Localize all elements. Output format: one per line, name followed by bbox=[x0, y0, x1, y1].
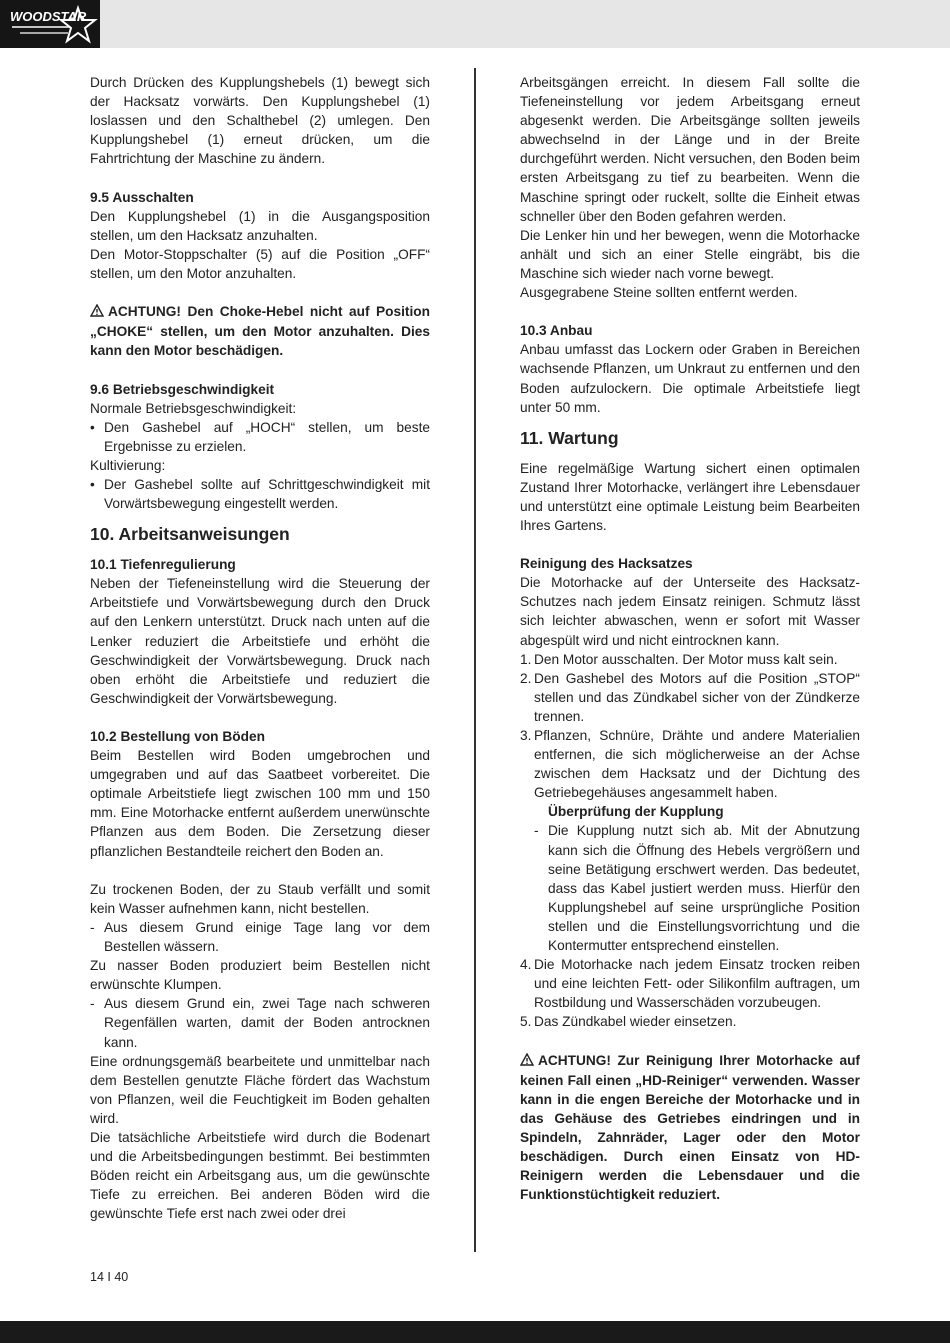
kupplung-title: Überprüfung der Kupplung bbox=[548, 804, 724, 820]
left-column bbox=[90, 73, 430, 1223]
section-11-title: 11. Wartung bbox=[520, 427, 619, 448]
section-10-2-paragraph-5: Die tatsächliche Arbeitstiefe wird durch die Bodenart und die Arbeitsbedingungen bestimmt. Bei bestimmten Böden reicht ein Arbeitsgang aus, um die gewünschte Tiefe zu erreichen. Bei anderen Böden wird die gewünschte Tiefe erst nach zwei oder drei bbox=[90, 1129, 430, 1222]
step-item: 1. Den Motor ausschalten. Der Motor muss kalt sein. bbox=[520, 651, 838, 667]
section-10-3-paragraph: Anbau umfasst das Lockern oder Graben in Bereichen wachsende Pflanzen, um Unkraut zu entfernen und den Boden aufzulockern. Die optimale Arbeitstiefe liegt unter 50 mm. bbox=[520, 342, 860, 415]
dash-item: - Die Kupplung nutzt sich ab. Mit der Abnutzung kann sich die Öffnung des Hebels vergrößern und seine Betätigung erschwert werden. Das bedeutet, dass das Kabel justiert werden muss. Hierfür den Kupplungshebel auf seine ursprüngliche Position stellen und die Einstellungsvorrichtung und die Kontermutter entsprechend einstellen. bbox=[534, 823, 860, 954]
section-10-2-paragraph-4: Eine ordnungsgemäß bearbeitete und unmittelbar nach dem Bestellen genutzte Fläche fördert das Wachstum von Pflanzen, weil die Feuchtigkeit im Boden gehalten wird. bbox=[90, 1053, 430, 1126]
reinigung-paragraph: Die Motorhacke auf der Unterseite des Hacksatz-Schutzes nach jedem Einsatz reinigen. Schmutz lässt sich leichter abwaschen, wenn er sofort mit Wasser abgespült wird und nicht eintrocknen kann. bbox=[520, 575, 860, 648]
section-10-2-paragraph-2: Zu trockenen Boden, der zu Staub verfällt und somit kein Wasser aufnehmen kann, nicht bestellen. bbox=[90, 881, 430, 916]
warning-hd-reiniger bbox=[520, 1051, 860, 1205]
section-10-2-title: 10.2 Bestellung von Böden bbox=[90, 729, 265, 744]
step-item: 2. Den Gashebel des Motors auf die Position „STOP“ stellen und das Zündkabel sicher von der Zündkerze trennen. bbox=[520, 670, 860, 724]
section-11-paragraph: Eine regelmäßige Wartung sichert einen optimalen Zustand Ihrer Motorhacke, verlängert ihre Lebensdauer und unterstützt eine optimale Leistung beim Bearbeiten Ihres Gartens. bbox=[520, 460, 860, 533]
section-10-title: 10. Arbeitsanweisungen bbox=[90, 524, 290, 545]
continued-paragraph-2: Die Lenker hin und her bewegen, wenn die Motorhacke anhält und sich an einer Stelle eingräbt, bis die Maschine sich wieder nach vorne bewegt. bbox=[520, 227, 860, 281]
dash-item: - Aus diesem Grund ein, zwei Tage nach schweren Regenfällen warten, damit der Boden antrocknen kann. bbox=[90, 996, 430, 1050]
woodstar-logo bbox=[0, 0, 100, 48]
warning-triangle-icon bbox=[520, 1052, 534, 1071]
star-logo-icon bbox=[0, 0, 100, 48]
continued-paragraph-3: Ausgegrabene Steine sollten entfernt werden. bbox=[520, 285, 798, 301]
step-item: 4. Die Motorhacke nach jedem Einsatz trocken reiben und eine leichten Fett- oder Silikonfilm auftragen, um Rostbildung und Wasserschäden vorzubeugen. bbox=[520, 957, 860, 1011]
svg-text:WOODSTAR: WOODSTAR bbox=[10, 9, 87, 24]
section-9-6-normal-label: Normale Betriebsgeschwindigkeit: bbox=[90, 400, 297, 416]
header-bar bbox=[0, 0, 950, 48]
right-column bbox=[520, 73, 860, 1204]
continued-paragraph-1: Arbeitsgängen erreicht. In diesem Fall sollte die Tiefeneinstellung vor jedem Arbeitsgang erneut abgesenkt werden. Die Arbeitsgänge sollten jeweils abwechselnd in der Länge und in der Breite durchgeführt werden. Nicht versuchen, den Boden beim ersten Arbeitsgang zu tief zu bearbeiten. Wenn die Maschine springt oder ruckelt, sollte die Einheit etwas schneller über den Boden gefahren werden. bbox=[520, 75, 860, 224]
footer-bar bbox=[0, 1321, 950, 1343]
section-9-5-paragraph-1: Den Kupplungshebel (1) in die Ausgangsposition stellen, um den Hacksatz anzuhalten. bbox=[90, 208, 430, 243]
step-item: 5. Das Zündkabel wieder einsetzen. bbox=[520, 1014, 737, 1030]
section-10-3-title: 10.3 Anbau bbox=[520, 323, 593, 339]
section-9-6-title: 9.6 Betriebsgeschwindigkeit bbox=[90, 381, 275, 397]
intro-paragraph: Durch Drücken des Kupplungshebels (1) bewegt sich der Hacksatz vorwärts. Den Kupplungshebel (1) loslassen und den Schalthebel (2) umlegen. Den Kupplungshebel (1) erneut drücken, um die Fahrtrichtung der Maschine zu ändern. bbox=[90, 75, 430, 167]
column-divider bbox=[474, 68, 476, 1252]
warning-choke-text: ACHTUNG! Den Choke-Hebel nicht auf Position „CHOKE“ stellen, um den Motor anzuhalten. Dies kann den Motor beschädigen. bbox=[90, 304, 430, 359]
warning-hd-reiniger-text: ACHTUNG! Zur Reinigung Ihrer Motorhacke auf keinen Fall einen „HD-Reiniger“ verwenden. Wasser kann in die engen Bereiche der Motorhacke und in das Gehäuse des Getriebes eindringen und in Spindeln, Zahnräder, Lager oder den Motor beschädigen. Durch einen Einsatz von HD-Reinigern werden die Lebensdauer und die Funktionstüchtigkeit reduziert. bbox=[520, 1052, 860, 1203]
section-9-5-title: 9.5 Ausschalten bbox=[90, 189, 194, 205]
dash-item: - Aus diesem Grund einige Tage lang vor dem Bestellen wässern. bbox=[90, 919, 430, 955]
warning-triangle-icon bbox=[90, 303, 104, 322]
section-10-2-paragraph-3: Zu nasser Boden produziert beim Bestellen nicht erwünschte Klumpen. bbox=[90, 958, 430, 993]
step-item: 3. Pflanzen, Schnüre, Drähte und andere Materialien entfernen, die sich möglicherweise an der Achse zwischen dem Hacksatz und der Dichtung des Getriebegehäuses angesammelt haben. bbox=[520, 728, 860, 801]
section-10-1-paragraph: Neben der Tiefeneinstellung wird die Steuerung der Arbeitstiefe und Vorwärtsbewegung durch den Druck auf den Lenkern unterstützt. Druck nach unten auf die Lenker reduziert die Arbeitstiefe und erhöht die Geschwindigkeit der Vorwärtsbewegung. Druck nach oben erhöht die Arbeitstiefe und reduziert die Geschwindigkeit der Vorwärtsbewegung. bbox=[90, 576, 430, 706]
section-10-2-paragraph-1: Beim Bestellen wird Boden umgebrochen und umgegraben und auf das Saatbeet vorbereitet. Die optimale Arbeitstiefe liegt zwischen 100 mm und 150 mm. Eine Motorhacke entfernt außerdem unerwünschte Pflanzen aus dem Boden. Die Zersetzung dieser pflanzlichen Bestandteile reichert den Boden an. bbox=[90, 748, 430, 859]
bullet-item: • Den Gashebel auf „HOCH“ stellen, um beste Ergebnisse zu erzielen. bbox=[90, 419, 430, 454]
page-number: 14 I 40 bbox=[90, 1270, 129, 1284]
section-9-6-kultivierung-label: Kultivierung: bbox=[90, 457, 166, 473]
reinigung-title: Reinigung des Hacksatzes bbox=[520, 556, 693, 572]
warning-choke bbox=[90, 302, 430, 360]
section-9-5-paragraph-2: Den Motor-Stoppschalter (5) auf die Position „OFF“ stellen, um den Motor anzuhalten. bbox=[90, 246, 430, 281]
section-10-1-title: 10.1 Tiefenregulierung bbox=[90, 557, 236, 573]
bullet-item: • Der Gashebel sollte auf Schrittgeschwindigkeit mit Vorwärtsbewegung eingestellt werden. bbox=[90, 476, 430, 512]
